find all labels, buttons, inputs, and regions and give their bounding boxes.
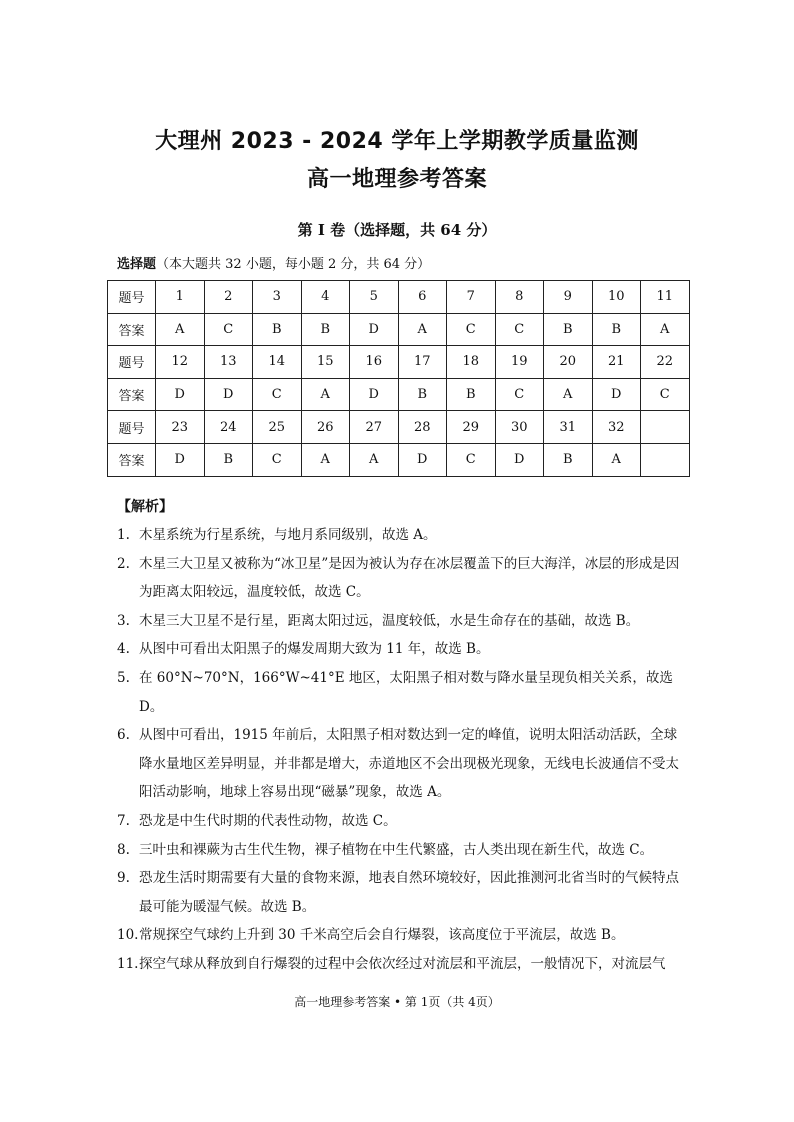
item-number: 7. bbox=[117, 812, 130, 829]
table-cell: 25 bbox=[253, 411, 302, 444]
item-number: 8. bbox=[117, 841, 130, 858]
table-cell: 6 bbox=[398, 281, 447, 314]
table-cell: 4 bbox=[301, 281, 350, 314]
row-label-cell: 答案 bbox=[108, 313, 156, 346]
item-text: 探空气球从释放到自行爆裂的过程中会依次经过对流层和平流层，一般情况下，对流层气 bbox=[139, 955, 666, 972]
item-number: 5. bbox=[117, 669, 130, 686]
analysis-item bbox=[117, 864, 689, 921]
table-cell: 14 bbox=[253, 346, 302, 379]
item-text: 在 60°N~70°N，166°W~41°E 地区，太阳黑子相对数与降水量呈现负相关关系，故选 D。 bbox=[139, 669, 673, 715]
item-number: 3. bbox=[117, 612, 130, 629]
table-cell: B bbox=[447, 378, 496, 411]
table-cell: D bbox=[156, 443, 205, 476]
question-intro bbox=[117, 253, 430, 272]
analysis-item bbox=[117, 550, 689, 607]
table-cell bbox=[641, 411, 690, 444]
table-cell: C bbox=[447, 443, 496, 476]
row-label-cell: 题号 bbox=[108, 346, 156, 379]
table-cell: 30 bbox=[495, 411, 544, 444]
table-cell: D bbox=[495, 443, 544, 476]
analysis-item bbox=[117, 721, 689, 807]
table-cell: A bbox=[592, 443, 641, 476]
table-cell: B bbox=[301, 313, 350, 346]
table-row bbox=[108, 281, 690, 314]
table-row bbox=[108, 443, 690, 476]
table-cell: A bbox=[301, 443, 350, 476]
item-text: 木星三大卫星又被称为“冰卫星”是因为被认为存在冰层覆盖下的巨大海洋，冰层的形成是因为距离太阳较远，温度较低，故选 C。 bbox=[139, 555, 680, 601]
table-cell: 7 bbox=[447, 281, 496, 314]
item-number: 11. bbox=[117, 955, 139, 972]
table-cell: D bbox=[156, 378, 205, 411]
table-cell: B bbox=[204, 443, 253, 476]
item-text: 常规探空气球约上升到 30 千米高空后会自行爆裂，该高度位于平流层，故选 B。 bbox=[139, 927, 625, 944]
row-label-cell: 答案 bbox=[108, 443, 156, 476]
analysis-item bbox=[117, 607, 689, 636]
table-cell: 17 bbox=[398, 346, 447, 379]
table-cell: 32 bbox=[592, 411, 641, 444]
row-label-cell: 题号 bbox=[108, 281, 156, 314]
table-cell: 12 bbox=[156, 346, 205, 379]
table-cell: 26 bbox=[301, 411, 350, 444]
table-cell: 15 bbox=[301, 346, 350, 379]
intro-text: （本大题共 32 小题，每小题 2 分，共 64 分） bbox=[156, 257, 431, 272]
table-cell: D bbox=[592, 378, 641, 411]
table-row bbox=[108, 346, 690, 379]
table-cell: 9 bbox=[544, 281, 593, 314]
table-cell: 29 bbox=[447, 411, 496, 444]
table-cell: B bbox=[544, 313, 593, 346]
table-cell: 1 bbox=[156, 281, 205, 314]
row-label-cell: 题号 bbox=[108, 411, 156, 444]
table-cell: 20 bbox=[544, 346, 593, 379]
analysis-item bbox=[117, 664, 689, 721]
item-number: 10. bbox=[117, 927, 139, 944]
analysis-heading: 【解析】 bbox=[117, 499, 173, 515]
table-cell: 19 bbox=[495, 346, 544, 379]
table-cell: 13 bbox=[204, 346, 253, 379]
table-cell: D bbox=[350, 378, 399, 411]
table-cell: 8 bbox=[495, 281, 544, 314]
table-cell: C bbox=[253, 443, 302, 476]
answer-table bbox=[107, 280, 690, 477]
table-cell: C bbox=[447, 313, 496, 346]
table-cell: B bbox=[544, 443, 593, 476]
intro-label: 选择题 bbox=[117, 257, 157, 272]
page-footer: 高一地理参考答案 • 第 1页（共 4页） bbox=[294, 995, 500, 1009]
table-cell: 16 bbox=[350, 346, 399, 379]
table-cell: A bbox=[350, 443, 399, 476]
item-text: 三叶虫和裸蕨为古生代生物，裸子植物在中生代繁盛，古人类出现在新生代，故选 C。 bbox=[139, 841, 654, 858]
table-cell: D bbox=[350, 313, 399, 346]
table-cell: D bbox=[204, 378, 253, 411]
table-cell: 28 bbox=[398, 411, 447, 444]
table-cell: 18 bbox=[447, 346, 496, 379]
item-text: 木星系统为行星系统，与地月系同级别，故选 A。 bbox=[139, 527, 437, 543]
table-row bbox=[108, 411, 690, 444]
table-cell: C bbox=[253, 378, 302, 411]
table-cell: 31 bbox=[544, 411, 593, 444]
table-cell: 24 bbox=[204, 411, 253, 444]
item-text: 从图中可看出，1915 年前后，太阳黑子相对数达到一定的峰值，说明太阳活动活跃，全球降水量地区差异明显，并非都是增大，赤道地区不会出现极光现象，无线电长波通信不受太阳活动影响，地球上容易出现“磁暴”现象，故选 A。 bbox=[139, 727, 679, 801]
item-text: 恐龙是中生代时期的代表性动物，故选 C。 bbox=[139, 812, 397, 829]
table-cell: A bbox=[156, 313, 205, 346]
analysis-item bbox=[117, 950, 689, 979]
analysis-item bbox=[117, 921, 689, 950]
table-cell: 10 bbox=[592, 281, 641, 314]
item-text: 恐龙生活时期需要有大量的食物来源，地表自然环境较好，因此推测河北省当时的气候特点最可能为暖湿气候。故选 B。 bbox=[139, 870, 679, 915]
table-cell: B bbox=[253, 313, 302, 346]
table-cell: C bbox=[495, 313, 544, 346]
analysis-item bbox=[117, 521, 689, 550]
table-cell: 27 bbox=[350, 411, 399, 444]
table-cell: 22 bbox=[641, 346, 690, 379]
table-cell bbox=[641, 443, 690, 476]
table-cell: 3 bbox=[253, 281, 302, 314]
table-row bbox=[108, 313, 690, 346]
section-heading: 第 I 卷（选择题，共 64 分） bbox=[297, 221, 497, 239]
table-cell: 11 bbox=[641, 281, 690, 314]
table-cell: C bbox=[495, 378, 544, 411]
table-cell: 5 bbox=[350, 281, 399, 314]
analysis-item bbox=[117, 635, 689, 664]
table-cell: A bbox=[301, 378, 350, 411]
table-cell: A bbox=[398, 313, 447, 346]
table-cell: A bbox=[544, 378, 593, 411]
table-cell: C bbox=[204, 313, 253, 346]
table-cell: 23 bbox=[156, 411, 205, 444]
table-cell: A bbox=[641, 313, 690, 346]
item-number: 9. bbox=[117, 870, 130, 887]
analysis-item bbox=[117, 836, 689, 865]
item-number: 1. bbox=[117, 527, 130, 543]
analysis-item bbox=[117, 807, 689, 836]
table-cell: 21 bbox=[592, 346, 641, 379]
table-cell: B bbox=[398, 378, 447, 411]
table-row bbox=[108, 378, 690, 411]
item-number: 6. bbox=[117, 727, 130, 744]
table-cell: B bbox=[592, 313, 641, 346]
document-subtitle: 高一地理参考答案 bbox=[306, 167, 487, 192]
table-cell: 2 bbox=[204, 281, 253, 314]
row-label-cell: 答案 bbox=[108, 378, 156, 411]
item-text: 从图中可看出太阳黑子的爆发周期大致为 11 年，故选 B。 bbox=[139, 641, 490, 658]
table-cell: D bbox=[398, 443, 447, 476]
document-title: 大理州 2023 - 2024 学年上学期教学质量监测 bbox=[155, 129, 639, 154]
table-cell: C bbox=[641, 378, 690, 411]
item-number: 2. bbox=[117, 555, 130, 572]
analysis-list bbox=[117, 521, 689, 979]
item-text: 木星三大卫星不是行星，距离太阳过远，温度较低，水是生命存在的基础，故选 B。 bbox=[139, 612, 640, 629]
item-number: 4. bbox=[117, 641, 130, 658]
